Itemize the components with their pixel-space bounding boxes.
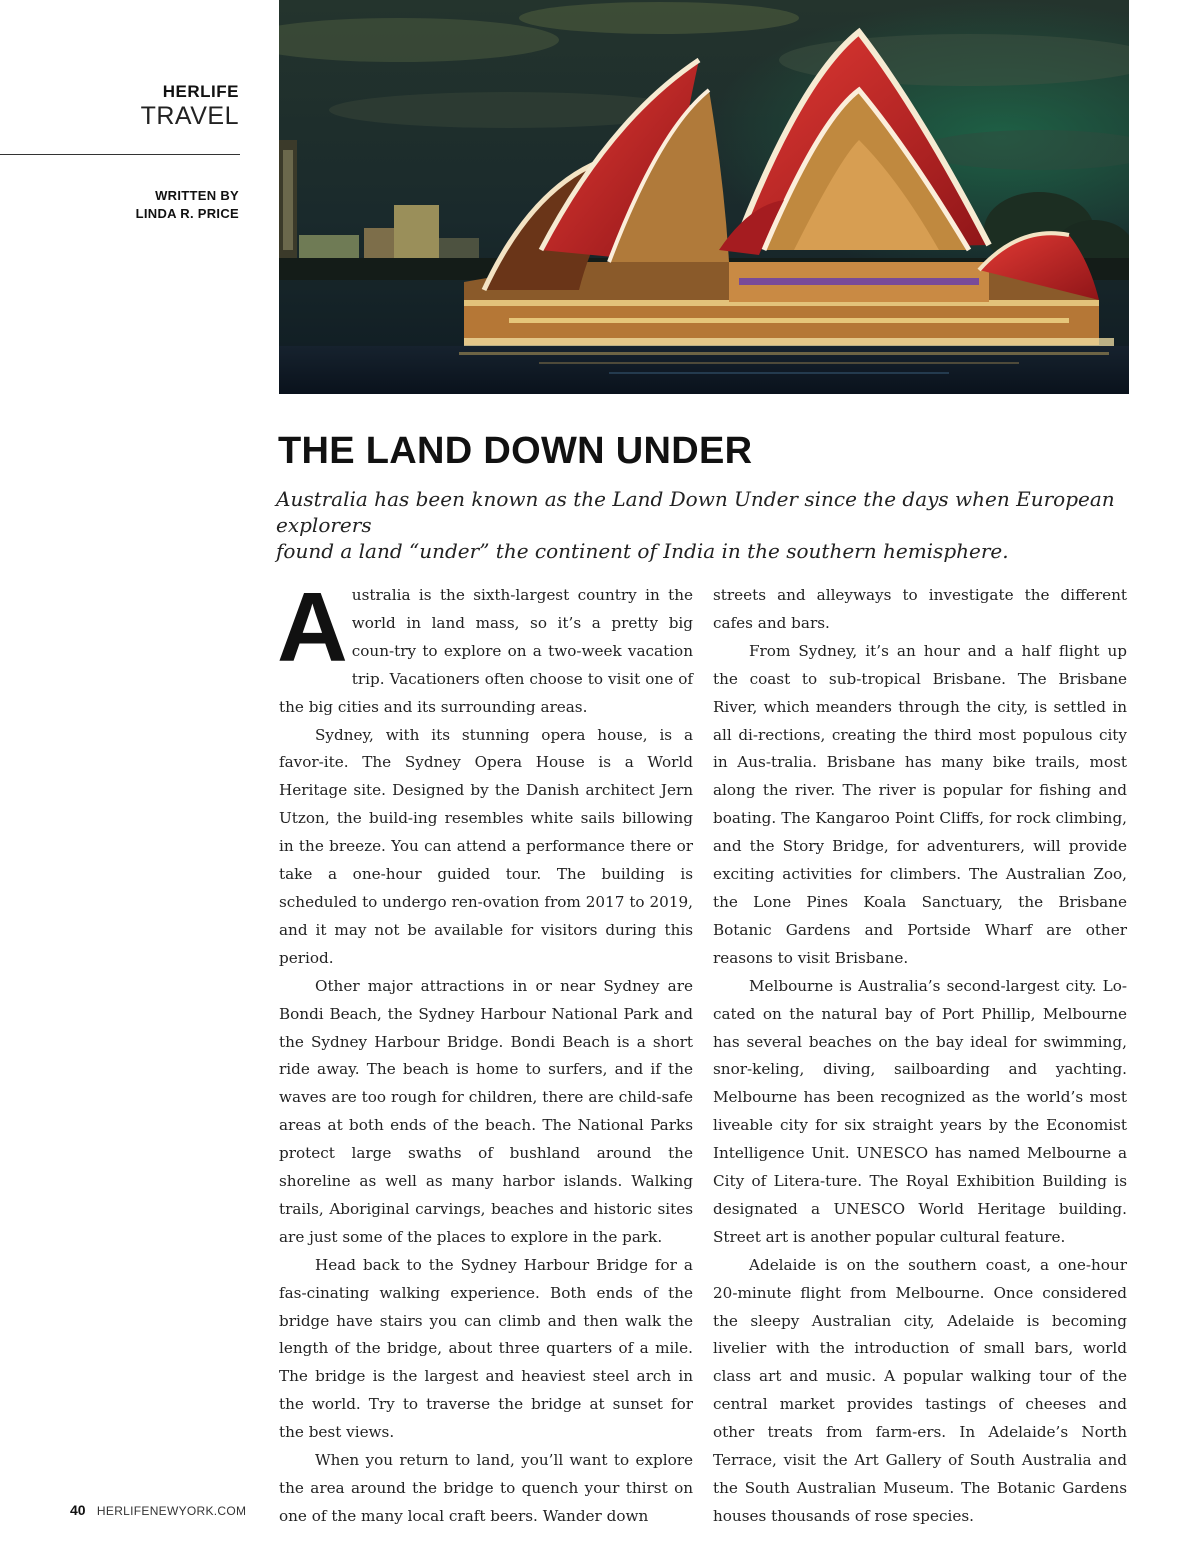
body-column-left	[277, 572, 693, 1531]
body-paragraph: Melbourne is Australia’s second-largest city. Lo-cated on the natural bay of Port Phillip, Melbourne has several beaches on the bay ideal for swimming, snor-keling, diving, sailboarding and yachting. Melbourne has been recognized as the world’s most liveable city for six straight years by the Economist Intelligence Unit. UNESCO has named Melbourne a City of Litera-ture. The Royal Exhibition Building is designated a UNESCO World Heritage building. Street art is another popular cultural feature.	[713, 976, 1127, 1246]
magazine-name: HERLIFE	[162, 82, 239, 101]
paragraph-text: ustralia is the sixth-largest country in the world in land mass, so it’s a pretty big coun-try to explore on a two-week vacation trip. Vacationers often choose to visit one of the big cities and its surrounding areas.	[279, 586, 693, 716]
byline	[0, 187, 239, 223]
body-column-right	[713, 582, 1127, 1531]
author-name: LINDA R. PRICE	[135, 206, 239, 221]
hero-image	[279, 0, 1129, 394]
body-paragraph: Adelaide is on the southern coast, a one-hour 20-minute flight from Melbourne. Once considered the sleepy Australian city, Adelaide is becoming livelier with the introduction of small bars, world class art and music. A popular walking tour of the central market provides tastings of cheeses and other treats from farm-ers. In Adelaide’s North Terrace, visit the Art Gallery of South Australia and the South Australian Museum. The Botanic Gardens houses thousands of rose species.	[713, 1255, 1127, 1525]
body-paragraph: Head back to the Sydney Harbour Bridge for a fas-cinating walking experience. Both ends of the bridge have stairs you can climb and then walk the length of the bridge, about three quarters of a mile. The bridge is the largest and heaviest steel arch in the world. Try to traverse the bridge at sunset for the best views.	[279, 1255, 693, 1442]
page-number: 40	[70, 1502, 86, 1518]
article-title: THE LAND DOWN UNDER	[278, 430, 753, 472]
byline-label: WRITTEN BY	[155, 188, 239, 203]
section-name: TRAVEL	[140, 102, 239, 130]
deck-line: found a land “under” the continent of India in the southern hemisphere.	[276, 539, 1009, 563]
body-paragraph: Other major attractions in or near Sydney are Bondi Beach, the Sydney Harbour National Park and the Sydney Harbour Bridge. Bondi Beach is a short ride away. The beach is home to surfers, and if the waves are too rough for children, there are child-safe areas at both ends of the beach. The National Parks protect large swaths of bushland around the shoreline as well as many harbor islands. Walking trails, Aboriginal carvings, beaches and historic sites are just some of the places to explore in the park.	[279, 976, 693, 1246]
body-paragraph	[277, 572, 693, 722]
drop-cap: A	[277, 572, 348, 682]
section-header	[0, 82, 239, 130]
body-paragraph: When you return to land, you’ll want to explore the area around the bridge to quench your thirst on one of the many local craft beers. Wander down	[279, 1451, 693, 1525]
article-deck	[276, 486, 1136, 564]
body-paragraph: Sydney, with its stunning opera house, is a favor-ite. The Sydney Opera House is a World Heritage site. Designed by the Danish architect Jern Utzon, the build-ing resembles white sails billowing in the breeze. You can attend a performance there or take a one-hour guided tour. The building is scheduled to undergo ren-ovation from 2017 to 2019, and it may not be available for visitors during this period.	[279, 725, 693, 967]
body-paragraph: streets and alleyways to investigate the different cafes and bars.	[713, 586, 1127, 632]
sidebar-divider	[0, 154, 240, 155]
deck-line: Australia has been known as the Land Down Under since the days when European explorers	[276, 487, 1115, 537]
website-url: HERLIFENEWYORK.COM	[96, 1504, 247, 1518]
page-footer	[70, 1502, 246, 1518]
body-paragraph: From Sydney, it’s an hour and a half flight up the coast to sub-tropical Brisbane. The Brisbane River, which meanders through the city, is settled in all di-rections, creating the third most populous city in Aus-tralia. Brisbane has many bike trails, most along the river. The river is popular for fishing and boating. The Kangaroo Point Cliffs, for rock climbing, and the Story Bridge, for adventurers, will provide exciting activities for climbers. The Australian Zoo, the Lone Pines Koala Sanctuary, the Brisbane Botanic Gardens and Portside Wharf are other reasons to visit Brisbane.	[713, 641, 1127, 967]
